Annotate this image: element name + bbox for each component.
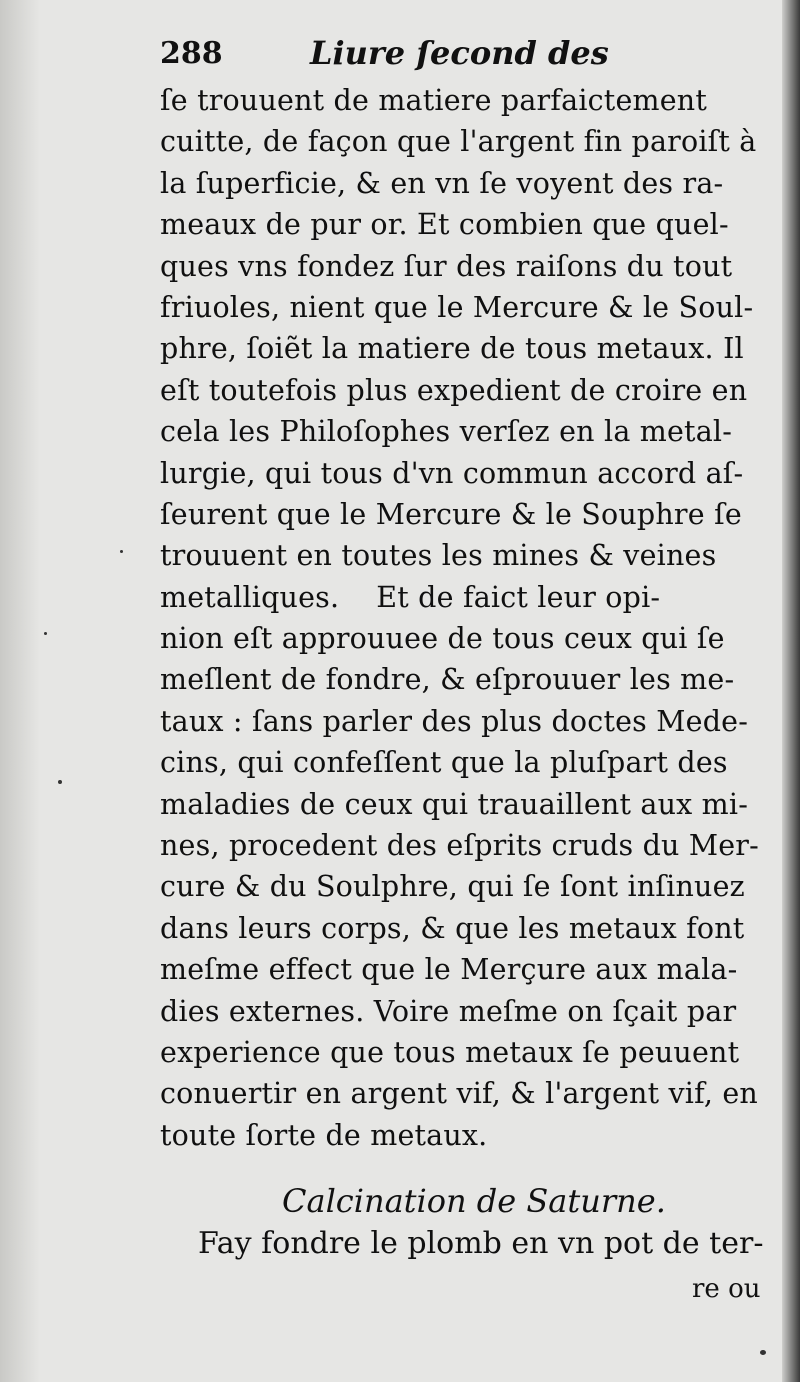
text-line: nion eſt approuuee de tous ceux qui ſe — [160, 622, 725, 656]
text-line: nes, procedent des eſprits cruds du Mer- — [160, 829, 759, 863]
text-line: eſt toutefois plus expedient de croire en — [160, 373, 748, 407]
text-line: dies externes. Voire meſme on ſçait par — [160, 994, 737, 1028]
page-header — [160, 30, 760, 80]
section-heading: Calcination de Saturne. — [282, 1182, 666, 1220]
text-line: cuitte, de façon que l'argent fin paroiſt à — [160, 125, 757, 159]
text-line: metalliques. Et de faict leur opi- — [160, 580, 661, 614]
body-paragraph — [160, 80, 770, 1156]
text-line: taux : ſans parler des plus doctes Mede- — [160, 704, 749, 738]
text-line: lurgie, qui tous d'vn commun accord aſ- — [160, 456, 744, 490]
text-line: cins, qui confeſſent que la pluſpart des — [160, 746, 728, 780]
page-edge-shadow — [782, 0, 800, 1382]
text-line: friuoles, nient que le Mercure & le Soul- — [160, 290, 754, 324]
catchword: re ou — [692, 1274, 761, 1304]
text-line: conuertir en argent vif, & l'argent vif, en — [160, 1077, 758, 1111]
text-line: phre, ſoiẽt la matiere de tous metaux. Il — [160, 332, 744, 366]
page-number: 288 — [160, 36, 223, 71]
ink-speck — [44, 632, 47, 635]
text-line: meſlent de fondre, & eſprouuer les me- — [160, 663, 735, 697]
text-line: meaux de pur or. Et combien que quel- — [160, 208, 729, 242]
text-line: experience que tous metaux ſe peuuent — [160, 1035, 740, 1069]
text-line: ſe trouuent de matiere parfaictement — [160, 84, 708, 117]
text-line: dans leurs corps, & que les metaux font — [160, 911, 745, 945]
text-line: cela les Philoſophes verſez en la metal- — [160, 415, 733, 449]
text-line: toute ſorte de metaux. — [160, 1118, 488, 1152]
running-title: Liure ſecond des — [310, 34, 609, 72]
ink-speck — [760, 1350, 766, 1355]
text-line: ſeurent que le Mercure & le Souphre ſe — [160, 497, 742, 531]
ink-speck — [58, 780, 62, 784]
text-line: la ſuperficie, & en vn ſe voyent des ra- — [160, 166, 724, 200]
text-line: ques vns fondez ſur des raiſons du tout — [160, 249, 733, 283]
text-line: maladies de ceux qui trauaillent aux mi- — [160, 787, 749, 821]
page-gutter-shadow — [0, 0, 40, 1382]
text-line: Fay fondre le plomb en vn pot de ter- — [198, 1226, 764, 1261]
text-line: cure & du Soulphre, qui ſe ſont inſinuez — [160, 870, 745, 904]
text-line: meſme effect que le Merçure aux mala- — [160, 953, 738, 987]
ink-speck — [120, 550, 123, 553]
recipe-paragraph — [160, 1224, 764, 1264]
text-line: trouuent en toutes les mines & veines — [160, 539, 717, 573]
